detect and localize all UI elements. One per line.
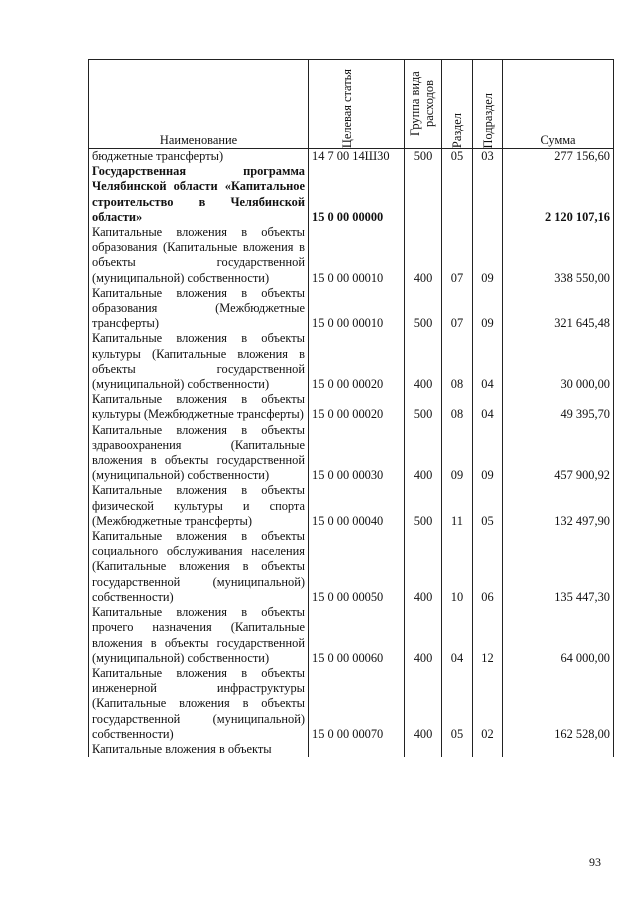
row-code-cell: 15 0 00 00050 [309,529,405,605]
row-subsection-cell: 04 [473,331,503,392]
row-group-cell: 400 [405,331,442,392]
row-name-cell: Капитальные вложения в объекты социального обслуживания населения (Капитальные вложения в объекты государственной (муниципальной) собственности) [89,529,309,605]
row-group-cell: 500 [405,483,442,529]
row-subsection-cell: 12 [473,605,503,666]
row-sum-cell: 2 120 107,16 [503,164,614,225]
row-name-cell: Капитальные вложения в объекты культуры (Капитальные вложения в объекты государственной (муниципальной) собственности) [89,331,309,392]
budget-table [88,59,614,757]
row-name-cell: Капитальные вложения в объекты [89,742,309,757]
row-name-cell: Капитальные вложения в объекты здравоохранения (Капитальные вложения в объекты государственной (муниципальной) собственности) [89,423,309,484]
header-target [309,60,405,149]
row-code-cell [309,742,405,757]
header-subsection-text: Подраздел [480,92,495,148]
table-row [89,423,614,484]
header-name: Наименование [89,60,309,149]
table-row [89,392,614,422]
row-sum-cell: 457 900,92 [503,423,614,484]
row-group-cell: 500 [405,286,442,332]
row-section-cell: 08 [442,331,473,392]
row-subsection-cell: 09 [473,225,503,286]
header-section [442,60,473,149]
row-code-cell: 15 0 00 00020 [309,392,405,422]
row-subsection-cell: 02 [473,666,503,742]
row-code-cell: 15 0 00 00010 [309,225,405,286]
row-name-cell: Государственная программа Челябинской области «Капитальное строительство в Челябинской области» [89,164,309,225]
row-subsection-cell: 09 [473,423,503,484]
row-sum-cell: 132 497,90 [503,483,614,529]
row-code-cell: 15 0 00 00030 [309,423,405,484]
row-code-cell: 15 0 00 00060 [309,605,405,666]
row-name-cell: бюджетные трансферты) [89,149,309,165]
row-group-cell: 400 [405,225,442,286]
row-section-cell: 10 [442,529,473,605]
row-sum-cell: 30 000,00 [503,331,614,392]
table-body [89,149,614,758]
row-name-cell: Капитальные вложения в объекты физической культуры и спорта (Межбюджетные трансферты) [89,483,309,529]
row-code-cell: 15 0 00 00020 [309,331,405,392]
table-row [89,331,614,392]
row-section-cell: 07 [442,225,473,286]
row-name-cell: Капитальные вложения в объекты прочего назначения (Капитальные вложения в объекты государственной (муниципальной) собственности) [89,605,309,666]
row-name-cell: Капитальные вложения в объекты образования (Межбюджетные трансферты) [89,286,309,332]
row-section-cell: 09 [442,423,473,484]
table-row [89,529,614,605]
row-section-cell [442,164,473,225]
header-subsection [473,60,503,149]
row-code-cell: 15 0 00 00040 [309,483,405,529]
row-group-cell: 400 [405,666,442,742]
table-header-row [89,60,614,149]
row-section-cell: 04 [442,605,473,666]
row-sum-cell: 64 000,00 [503,605,614,666]
table-row [89,742,614,757]
table-row [89,666,614,742]
row-section-cell: 11 [442,483,473,529]
row-group-cell: 400 [405,529,442,605]
table-row [89,225,614,286]
header-target-text: Целевая статья [339,68,354,148]
row-subsection-cell [473,164,503,225]
header-group-text: Группа вида расходов [408,71,436,137]
row-group-cell: 400 [405,605,442,666]
row-code-cell: 14 7 00 14Ш30 [309,149,405,165]
row-group-cell: 400 [405,423,442,484]
row-sum-cell: 321 645,48 [503,286,614,332]
row-group-cell [405,742,442,757]
row-section-cell [442,742,473,757]
row-sum-cell: 277 156,60 [503,149,614,165]
table-row [89,605,614,666]
row-group-cell: 500 [405,149,442,165]
row-code-cell: 15 0 00 00070 [309,666,405,742]
row-subsection-cell: 03 [473,149,503,165]
row-sum-cell: 135 447,30 [503,529,614,605]
row-subsection-cell: 05 [473,483,503,529]
row-name-cell: Капитальные вложения в объекты культуры (Межбюджетные трансферты) [89,392,309,422]
row-subsection-cell [473,742,503,757]
row-code-cell: 15 0 00 00010 [309,286,405,332]
row-sum-cell: 162 528,00 [503,666,614,742]
row-sum-cell [503,742,614,757]
table-row [89,149,614,165]
table-row [89,286,614,332]
header-sum: Сумма [503,60,614,149]
table-row [89,483,614,529]
row-section-cell: 07 [442,286,473,332]
row-subsection-cell: 06 [473,529,503,605]
row-group-cell: 500 [405,392,442,422]
row-section-cell: 05 [442,149,473,165]
row-section-cell: 05 [442,666,473,742]
row-group-cell [405,164,442,225]
row-name-cell: Капитальные вложения в объекты инженерной инфраструктуры (Капитальные вложения в объекты государственной (муниципальной) собственности) [89,666,309,742]
row-subsection-cell: 09 [473,286,503,332]
row-code-cell: 15 0 00 00000 [309,164,405,225]
page-number: 93 [589,855,601,869]
row-section-cell: 08 [442,392,473,422]
row-name-cell: Капитальные вложения в объекты образования (Капитальные вложения в объекты государственной (муниципальной) собственности) [89,225,309,286]
row-sum-cell: 338 550,00 [503,225,614,286]
table-row [89,164,614,225]
row-subsection-cell: 04 [473,392,503,422]
row-sum-cell: 49 395,70 [503,392,614,422]
header-group [405,60,442,149]
header-section-text: Раздел [450,112,464,148]
